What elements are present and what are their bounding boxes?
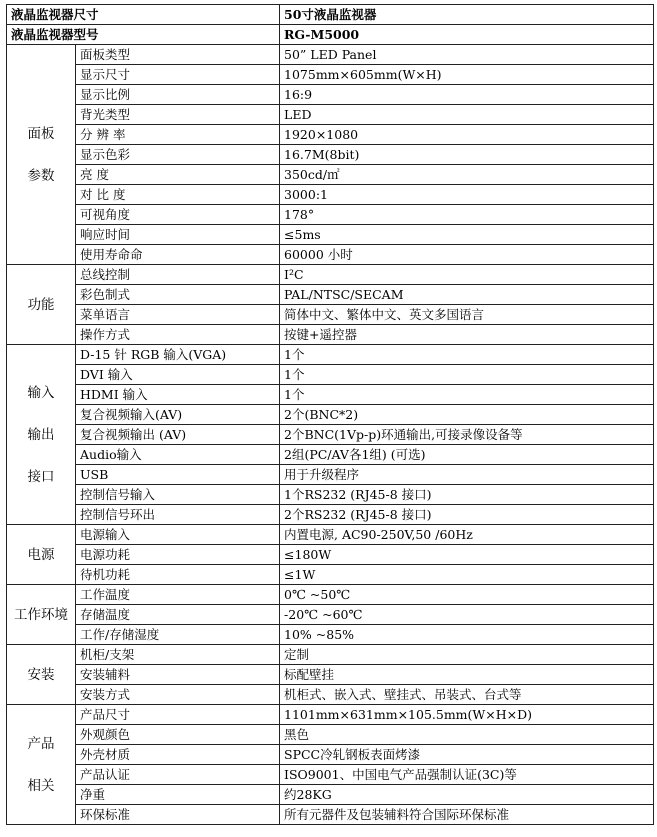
header-row (7, 25, 654, 45)
spec-value: 1个 (280, 365, 654, 385)
spec-name: 彩色制式 (76, 285, 280, 305)
spec-value: 约28KG (280, 785, 654, 805)
group-label (7, 645, 76, 705)
spec-value: 黑色 (280, 725, 654, 745)
spec-row (7, 785, 654, 805)
group-label-line: 安装 (27, 666, 55, 683)
spec-name: 电源输入 (76, 525, 280, 545)
spec-row (7, 685, 654, 705)
spec-name: 使用寿命命 (76, 245, 280, 265)
spec-name: 面板类型 (76, 45, 280, 65)
group-label (7, 345, 76, 525)
spec-name: 环保标准 (76, 805, 280, 825)
group-label-line: 输入 (27, 384, 55, 401)
spec-value: 178° (280, 205, 654, 225)
spec-row (7, 305, 654, 325)
spec-value: 1个 (280, 345, 654, 365)
header-value: 50寸液晶监视器 (280, 5, 654, 25)
group-label-line: 输出 (27, 426, 55, 443)
spec-row (7, 505, 654, 525)
spec-value: 0℃ ~50℃ (280, 585, 654, 605)
spec-name: 净重 (76, 785, 280, 805)
spec-row (7, 265, 654, 285)
spec-row (7, 625, 654, 645)
spec-row (7, 745, 654, 765)
spec-value: 350cd/㎡ (280, 165, 654, 185)
spec-name: 亮 度 (76, 165, 280, 185)
spec-value: 内置电源, AC90-250V,50 /60Hz (280, 525, 654, 545)
spec-name: 工作温度 (76, 585, 280, 605)
spec-row (7, 665, 654, 685)
spec-row (7, 465, 654, 485)
spec-row (7, 205, 654, 225)
spec-row (7, 605, 654, 625)
spec-row (7, 325, 654, 345)
spec-row (7, 805, 654, 825)
spec-row (7, 285, 654, 305)
spec-name: 背光类型 (76, 105, 280, 125)
spec-row (7, 85, 654, 105)
spec-name: USB (76, 465, 280, 485)
spec-row (7, 585, 654, 605)
spec-name: 产品尺寸 (76, 705, 280, 725)
group-label-line: 功能 (27, 296, 55, 313)
group-label (7, 265, 76, 345)
spec-value: 10% ~85% (280, 625, 654, 645)
spec-row (7, 345, 654, 365)
spec-row (7, 45, 654, 65)
header-row (7, 5, 654, 25)
spec-row (7, 705, 654, 725)
spec-value: 2个BNC(1Vp-p)环通输出,可接录像设备等 (280, 425, 654, 445)
spec-row (7, 225, 654, 245)
spec-value: ISO9001、中国电气产品强制认证(3C)等 (280, 765, 654, 785)
spec-value: ≤5ms (280, 225, 654, 245)
spec-row (7, 145, 654, 165)
spec-row (7, 645, 654, 665)
spec-row (7, 725, 654, 745)
group-label-line: 电源 (27, 546, 55, 563)
spec-value: ≤1W (280, 565, 654, 585)
spec-name: 电源功耗 (76, 545, 280, 565)
spec-value: 1个 (280, 385, 654, 405)
spec-row (7, 65, 654, 85)
group-label-line: 产品 (27, 735, 55, 752)
spec-value: 2个(BNC*2) (280, 405, 654, 425)
spec-value: 标配壁挂 (280, 665, 654, 685)
spec-name: 显示尺寸 (76, 65, 280, 85)
spec-table-body (7, 5, 654, 825)
spec-name: 存储温度 (76, 605, 280, 625)
spec-name: 外壳材质 (76, 745, 280, 765)
spec-value: SPCC冷轧钢板表面烤漆 (280, 745, 654, 765)
spec-name: 产品认证 (76, 765, 280, 785)
spec-name: 对 比 度 (76, 185, 280, 205)
spec-value: 60000 小时 (280, 245, 654, 265)
spec-row (7, 405, 654, 425)
spec-row (7, 565, 654, 585)
group-label-line: 面板 (27, 125, 55, 142)
spec-name: 显示比例 (76, 85, 280, 105)
spec-row (7, 385, 654, 405)
spec-name: 可视角度 (76, 205, 280, 225)
spec-name: 控制信号环出 (76, 505, 280, 525)
spec-name: HDMI 输入 (76, 385, 280, 405)
spec-value: 按键+遥控器 (280, 325, 654, 345)
spec-value: 3000:1 (280, 185, 654, 205)
spec-row (7, 365, 654, 385)
group-label (7, 45, 76, 265)
group-label-line: 工作环境 (14, 606, 68, 623)
spec-name: D-15 针 RGB 输入(VGA) (76, 345, 280, 365)
spec-row (7, 165, 654, 185)
spec-name: 待机功耗 (76, 565, 280, 585)
spec-name: DVI 输入 (76, 365, 280, 385)
spec-value: -20℃ ~60℃ (280, 605, 654, 625)
spec-value: 所有元器件及包装辅料符合国际环保标准 (280, 805, 654, 825)
spec-value: 1个RS232 (RJ45-8 接口) (280, 485, 654, 505)
spec-value: 50” LED Panel (280, 45, 654, 65)
spec-value: ≤180W (280, 545, 654, 565)
spec-value: 定制 (280, 645, 654, 665)
spec-value: 机柜式、嵌入式、壁挂式、吊装式、台式等 (280, 685, 654, 705)
spec-name: 机柜/支架 (76, 645, 280, 665)
header-label: 液晶监视器尺寸 (7, 5, 280, 25)
spec-value: I²C (280, 265, 654, 285)
spec-row (7, 125, 654, 145)
spec-name: 外观颜色 (76, 725, 280, 745)
spec-value: PAL/NTSC/SECAM (280, 285, 654, 305)
spec-row (7, 245, 654, 265)
spec-name: 响应时间 (76, 225, 280, 245)
spec-name: 操作方式 (76, 325, 280, 345)
spec-value: 简体中文、繁体中文、英文多国语言 (280, 305, 654, 325)
spec-row (7, 425, 654, 445)
spec-row (7, 485, 654, 505)
spec-value: 16:9 (280, 85, 654, 105)
header-label: 液晶监视器型号 (7, 25, 280, 45)
spec-name: 控制信号输入 (76, 485, 280, 505)
spec-name: 复合视频输出 (AV) (76, 425, 280, 445)
group-label (7, 585, 76, 645)
group-label-line: 参数 (27, 167, 55, 184)
spec-name: 安装辅料 (76, 665, 280, 685)
group-label-line: 相关 (27, 777, 55, 794)
spec-name: 安装方式 (76, 685, 280, 705)
spec-name: 复合视频输入(AV) (76, 405, 280, 425)
header-value: RG-M5000 (280, 25, 654, 45)
spec-name: 分 辨 率 (76, 125, 280, 145)
spec-value: 1101mm×631mm×105.5mm(W×H×D) (280, 705, 654, 725)
spec-name: Audio输入 (76, 445, 280, 465)
spec-name: 总线控制 (76, 265, 280, 285)
spec-value: 1075mm×605mm(W×H) (280, 65, 654, 85)
spec-row (7, 525, 654, 545)
spec-name: 工作/存储湿度 (76, 625, 280, 645)
group-label (7, 525, 76, 585)
spec-value: 2个RS232 (RJ45-8 接口) (280, 505, 654, 525)
spec-name: 显示色彩 (76, 145, 280, 165)
spec-value: 用于升级程序 (280, 465, 654, 485)
spec-row (7, 445, 654, 465)
spec-value: LED (280, 105, 654, 125)
group-label-line: 接口 (27, 468, 55, 485)
spec-row (7, 765, 654, 785)
spec-name: 菜单语言 (76, 305, 280, 325)
spec-row (7, 185, 654, 205)
spec-value: 1920×1080 (280, 125, 654, 145)
spec-value: 16.7M(8bit) (280, 145, 654, 165)
group-label (7, 705, 76, 825)
spec-value: 2组(PC/AV各1组) (可选) (280, 445, 654, 465)
spec-row (7, 105, 654, 125)
spec-row (7, 545, 654, 565)
spec-table (6, 4, 654, 825)
